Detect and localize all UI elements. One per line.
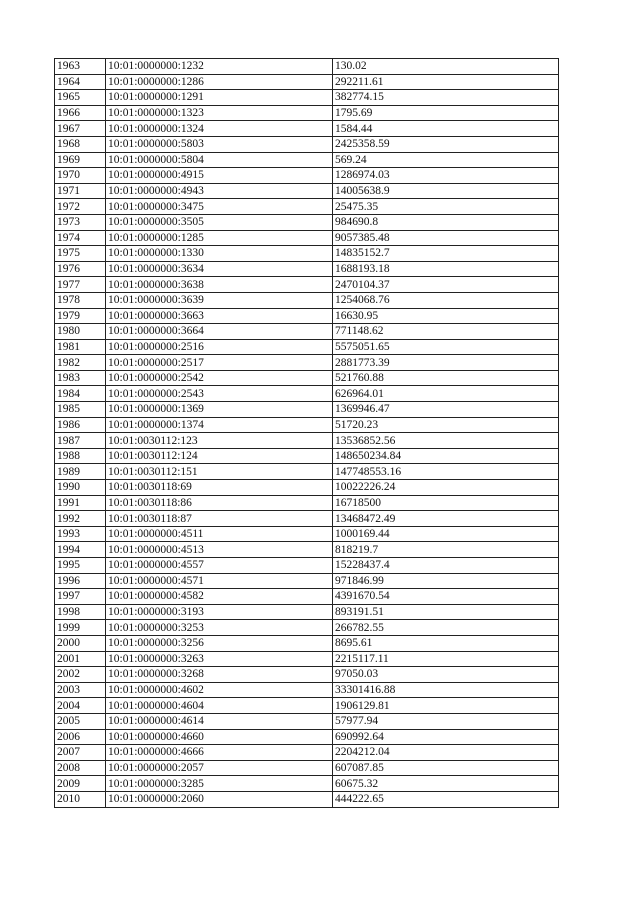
value-cell: 607087.85 (333, 760, 559, 776)
table-row (55, 526, 559, 542)
row-number-cell: 1966 (55, 105, 106, 121)
value-cell: 1584.44 (333, 121, 559, 137)
table-row (55, 105, 559, 121)
value-cell: 266782.55 (333, 620, 559, 636)
row-number-cell: 1977 (55, 277, 106, 293)
cadastral-number-cell: 10:01:0000000:1286 (106, 74, 333, 90)
row-number-cell: 1970 (55, 168, 106, 184)
row-number-cell: 1993 (55, 526, 106, 542)
row-number-cell: 2001 (55, 651, 106, 667)
row-number-cell: 1982 (55, 355, 106, 371)
value-cell: 13468472.49 (333, 511, 559, 527)
cadastral-number-cell: 10:01:0000000:5804 (106, 152, 333, 168)
table-row (55, 402, 559, 418)
table-row (55, 59, 559, 75)
cadastral-number-cell: 10:01:0000000:4666 (106, 745, 333, 761)
cadastral-number-cell: 10:01:0000000:3638 (106, 277, 333, 293)
row-number-cell: 1980 (55, 324, 106, 340)
cadastral-number-cell: 10:01:0000000:4604 (106, 698, 333, 714)
row-number-cell: 1988 (55, 448, 106, 464)
table-row (55, 417, 559, 433)
cadastral-number-cell: 10:01:0000000:3639 (106, 292, 333, 308)
cadastral-number-cell: 10:01:0000000:1323 (106, 105, 333, 121)
table-row (55, 745, 559, 761)
value-cell: 57977.94 (333, 713, 559, 729)
value-cell: 4391670.54 (333, 589, 559, 605)
cadastral-number-cell: 10:01:0000000:4915 (106, 168, 333, 184)
row-number-cell: 1996 (55, 573, 106, 589)
value-cell: 1369946.47 (333, 402, 559, 418)
row-number-cell: 2010 (55, 791, 106, 807)
value-cell: 16630.95 (333, 308, 559, 324)
table-row (55, 635, 559, 651)
cadastral-number-cell: 10:01:0000000:1374 (106, 417, 333, 433)
cadastral-number-cell: 10:01:0000000:3634 (106, 261, 333, 277)
cadastral-number-cell: 10:01:0030118:87 (106, 511, 333, 527)
value-cell: 690992.64 (333, 729, 559, 745)
table-row (55, 246, 559, 262)
value-cell: 569.24 (333, 152, 559, 168)
cadastral-number-cell: 10:01:0000000:3253 (106, 620, 333, 636)
row-number-cell: 1987 (55, 433, 106, 449)
row-number-cell: 1964 (55, 74, 106, 90)
row-number-cell: 2004 (55, 698, 106, 714)
row-number-cell: 1998 (55, 604, 106, 620)
row-number-cell: 1994 (55, 542, 106, 558)
table-row (55, 589, 559, 605)
value-cell: 2204212.04 (333, 745, 559, 761)
value-cell: 1688193.18 (333, 261, 559, 277)
value-cell: 984690.8 (333, 214, 559, 230)
row-number-cell: 2002 (55, 667, 106, 683)
row-number-cell: 1974 (55, 230, 106, 246)
value-cell: 148650234.84 (333, 448, 559, 464)
row-number-cell: 1981 (55, 339, 106, 355)
cadastral-number-cell: 10:01:0000000:3256 (106, 635, 333, 651)
value-cell: 2215117.11 (333, 651, 559, 667)
value-cell: 16718500 (333, 495, 559, 511)
table-row (55, 324, 559, 340)
table-row (55, 620, 559, 636)
table-row (55, 604, 559, 620)
row-number-cell: 1992 (55, 511, 106, 527)
value-cell: 521760.88 (333, 370, 559, 386)
cadastral-data-table (54, 58, 559, 808)
value-cell: 60675.32 (333, 776, 559, 792)
value-cell: 292211.61 (333, 74, 559, 90)
value-cell: 5575051.65 (333, 339, 559, 355)
value-cell: 1795.69 (333, 105, 559, 121)
cadastral-number-cell: 10:01:0000000:3268 (106, 667, 333, 683)
row-number-cell: 1979 (55, 308, 106, 324)
row-number-cell: 1984 (55, 386, 106, 402)
value-cell: 97050.03 (333, 667, 559, 683)
row-number-cell: 1973 (55, 214, 106, 230)
table-row (55, 573, 559, 589)
value-cell: 2470104.37 (333, 277, 559, 293)
cadastral-number-cell: 10:01:0000000:1232 (106, 59, 333, 75)
value-cell: 2425358.59 (333, 136, 559, 152)
row-number-cell: 1972 (55, 199, 106, 215)
row-number-cell: 2003 (55, 682, 106, 698)
cadastral-number-cell: 10:01:0000000:3663 (106, 308, 333, 324)
value-cell: 14835152.7 (333, 246, 559, 262)
table-row (55, 292, 559, 308)
value-cell: 626964.01 (333, 386, 559, 402)
table-row (55, 433, 559, 449)
table-row (55, 760, 559, 776)
value-cell: 893191.51 (333, 604, 559, 620)
value-cell: 444222.65 (333, 791, 559, 807)
row-number-cell: 1990 (55, 480, 106, 496)
row-number-cell: 1968 (55, 136, 106, 152)
table-row (55, 152, 559, 168)
table-row (55, 651, 559, 667)
cadastral-number-cell: 10:01:0000000:1285 (106, 230, 333, 246)
cadastral-number-cell: 10:01:0000000:4660 (106, 729, 333, 745)
table-row (55, 199, 559, 215)
table-row (55, 542, 559, 558)
row-number-cell: 1985 (55, 402, 106, 418)
value-cell: 15228437.4 (333, 558, 559, 574)
row-number-cell: 1978 (55, 292, 106, 308)
value-cell: 14005638.9 (333, 183, 559, 199)
table-row (55, 667, 559, 683)
cadastral-number-cell: 10:01:0000000:1291 (106, 90, 333, 106)
table-row (55, 682, 559, 698)
table-row (55, 448, 559, 464)
table-row (55, 136, 559, 152)
row-number-cell: 2005 (55, 713, 106, 729)
table-row (55, 339, 559, 355)
table-row (55, 713, 559, 729)
row-number-cell: 1999 (55, 620, 106, 636)
cadastral-number-cell: 10:01:0000000:4557 (106, 558, 333, 574)
cadastral-number-cell: 10:01:0000000:5803 (106, 136, 333, 152)
table-row (55, 355, 559, 371)
cadastral-number-cell: 10:01:0000000:3285 (106, 776, 333, 792)
cadastral-number-cell: 10:01:0000000:4602 (106, 682, 333, 698)
table-row (55, 168, 559, 184)
cadastral-number-cell: 10:01:0000000:1324 (106, 121, 333, 137)
table-row (55, 74, 559, 90)
value-cell: 147748553.16 (333, 464, 559, 480)
table-row (55, 308, 559, 324)
cadastral-number-cell: 10:01:0000000:2057 (106, 760, 333, 776)
table-body (55, 59, 559, 808)
cadastral-number-cell: 10:01:0000000:4571 (106, 573, 333, 589)
table-row (55, 776, 559, 792)
cadastral-number-cell: 10:01:0000000:4511 (106, 526, 333, 542)
value-cell: 2881773.39 (333, 355, 559, 371)
cadastral-number-cell: 10:01:0000000:2542 (106, 370, 333, 386)
value-cell: 10022226.24 (333, 480, 559, 496)
table-row (55, 230, 559, 246)
row-number-cell: 1967 (55, 121, 106, 137)
cadastral-number-cell: 10:01:0000000:4943 (106, 183, 333, 199)
cadastral-number-cell: 10:01:0000000:3193 (106, 604, 333, 620)
cadastral-number-cell: 10:01:0000000:3263 (106, 651, 333, 667)
row-number-cell: 2007 (55, 745, 106, 761)
cadastral-number-cell: 10:01:0030112:151 (106, 464, 333, 480)
cadastral-number-cell: 10:01:0030112:124 (106, 448, 333, 464)
table-row (55, 277, 559, 293)
cadastral-number-cell: 10:01:0030118:86 (106, 495, 333, 511)
cadastral-number-cell: 10:01:0000000:4513 (106, 542, 333, 558)
value-cell: 771148.62 (333, 324, 559, 340)
row-number-cell: 1995 (55, 558, 106, 574)
value-cell: 9057385.48 (333, 230, 559, 246)
row-number-cell: 1965 (55, 90, 106, 106)
cadastral-number-cell: 10:01:0000000:1330 (106, 246, 333, 262)
cadastral-number-cell: 10:01:0000000:3505 (106, 214, 333, 230)
row-number-cell: 1975 (55, 246, 106, 262)
value-cell: 818219.7 (333, 542, 559, 558)
cadastral-number-cell: 10:01:0030118:69 (106, 480, 333, 496)
table-row (55, 495, 559, 511)
row-number-cell: 1991 (55, 495, 106, 511)
cadastral-number-cell: 10:01:0000000:2543 (106, 386, 333, 402)
table-row (55, 214, 559, 230)
row-number-cell: 1986 (55, 417, 106, 433)
table-row (55, 511, 559, 527)
table-row (55, 183, 559, 199)
row-number-cell: 2006 (55, 729, 106, 745)
row-number-cell: 1976 (55, 261, 106, 277)
table-row (55, 729, 559, 745)
value-cell: 33301416.88 (333, 682, 559, 698)
table-row (55, 370, 559, 386)
value-cell: 130.02 (333, 59, 559, 75)
value-cell: 8695.61 (333, 635, 559, 651)
row-number-cell: 1969 (55, 152, 106, 168)
row-number-cell: 1963 (55, 59, 106, 75)
cadastral-number-cell: 10:01:0000000:4614 (106, 713, 333, 729)
table-row (55, 90, 559, 106)
value-cell: 382774.15 (333, 90, 559, 106)
row-number-cell: 2009 (55, 776, 106, 792)
value-cell: 51720.23 (333, 417, 559, 433)
cadastral-number-cell: 10:01:0000000:1369 (106, 402, 333, 418)
table-row (55, 464, 559, 480)
table-row (55, 698, 559, 714)
row-number-cell: 2000 (55, 635, 106, 651)
cadastral-number-cell: 10:01:0000000:2060 (106, 791, 333, 807)
value-cell: 1906129.81 (333, 698, 559, 714)
table-row (55, 558, 559, 574)
cadastral-number-cell: 10:01:0000000:3664 (106, 324, 333, 340)
value-cell: 971846.99 (333, 573, 559, 589)
value-cell: 13536852.56 (333, 433, 559, 449)
table-row (55, 121, 559, 137)
row-number-cell: 1997 (55, 589, 106, 605)
cadastral-number-cell: 10:01:0000000:2517 (106, 355, 333, 371)
cadastral-number-cell: 10:01:0000000:3475 (106, 199, 333, 215)
row-number-cell: 1989 (55, 464, 106, 480)
table-row (55, 791, 559, 807)
value-cell: 25475.35 (333, 199, 559, 215)
table-row (55, 261, 559, 277)
cadastral-number-cell: 10:01:0000000:4582 (106, 589, 333, 605)
row-number-cell: 2008 (55, 760, 106, 776)
cadastral-number-cell: 10:01:0030112:123 (106, 433, 333, 449)
row-number-cell: 1971 (55, 183, 106, 199)
value-cell: 1254068.76 (333, 292, 559, 308)
table-row (55, 386, 559, 402)
value-cell: 1000169.44 (333, 526, 559, 542)
value-cell: 1286974.03 (333, 168, 559, 184)
row-number-cell: 1983 (55, 370, 106, 386)
table-row (55, 480, 559, 496)
cadastral-number-cell: 10:01:0000000:2516 (106, 339, 333, 355)
